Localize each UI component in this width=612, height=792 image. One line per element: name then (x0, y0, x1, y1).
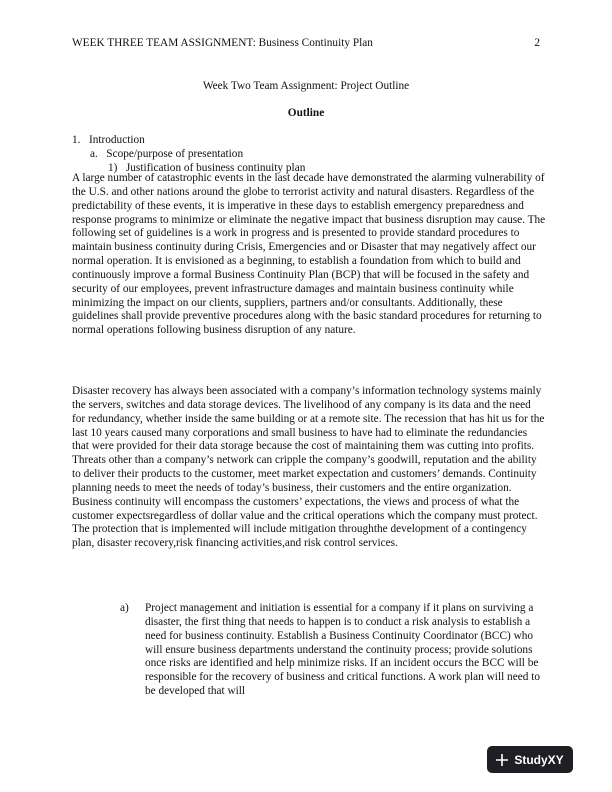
outline-item-introduction: 1. Introduction (72, 134, 145, 146)
list-item-a (120, 602, 540, 699)
list-item-text: Project management and initiation is essential for a company if it plans on surviving a disaster, the first thing that needs to happen is to conduct a risk analysis to establish a need for business continuity. Establish a Business Continuity Coordinator (BCC) who will ensure business departments understand the continuity process; provide solutions once risks are identified and help minimize risks. If an incident occurs the BCC will be responsible for the recovery of business and critical functions. A work plan will need to be developed that will (145, 602, 540, 698)
outline-item-scope: a. Scope/purpose of presentation (90, 148, 244, 160)
outline-heading: Outline (287, 107, 325, 119)
document-subtitle: Week Two Team Assignment: Project Outline (202, 80, 410, 92)
plus-sparkle-icon (496, 754, 508, 766)
outline-item-justification: 1) Justification of business continuity plan (108, 162, 306, 174)
running-header (72, 36, 540, 50)
running-head-title: WEEK THREE TEAM ASSIGNMENT: Business Continuity Plan (72, 37, 373, 49)
list-marker: a) (120, 602, 129, 614)
paragraph-disaster-recovery: Disaster recovery has always been associated with a company’s information technology systems mainly the servers, switches and data storage devices. The livelihood of any company is its data and the need for redundancy, whether inside the same building or at a remote site. The recession that has hit us for the last 10 years caused many corporations and small business to have had to eliminate the redundancies that were provided for their data storage because the cost of maintaining them was cutting into profits. Threats other than a company’s network can cripple the company’s goodwill, reputation and the ability to deliver their products to the customer, meet market expectation and customers’ demands. Continuity planning needs to meet the needs of today’s business, their customers and the entire organization. Business continuity will encompass the customers’ expectations, the views and process of what the customer expectsregardless of dollar value and the critical operations which the company must protect. The protection that is implemented will include mitigation throughthe development of a contingency plan, disaster recovery,risk financing activities,and risk control services. (72, 385, 545, 550)
page-number: 2 (534, 37, 540, 49)
paragraph-catastrophic-events: A large number of catastrophic events in the last decade have demonstrated the alarming vulnerability of the U.S. and other nations around the globe to terrorist activity and natural disasters. Regardless of the predictability of these events, it is imperative in these days to establish emergency preparedness and response programs to minimize or eliminate the negative impact that business disruption may cause. The following set of guidelines is a work in progress and is presented to provide standard procedures to maintain business continuity during Crisis, Emergencies and or Disaster that may negatively affect our normal operation. It is envisioned as a beginning, to establish a foundation from which to build and continuously improve a formal Business Continuity Plan (BCP) that will be focused in the safety and security of our employees, prevent infrastructure damages and maintain business continuity while minimizing the impact on our clients, suppliers, partners and/or consultants. Additionally, these guidelines shall provide preventive procedures along with the basic standard procedures for returning to normal operations following business disruption of any nature. (72, 172, 546, 337)
watermark-brand: StudyXY (514, 752, 564, 767)
studyxy-watermark (487, 746, 573, 773)
